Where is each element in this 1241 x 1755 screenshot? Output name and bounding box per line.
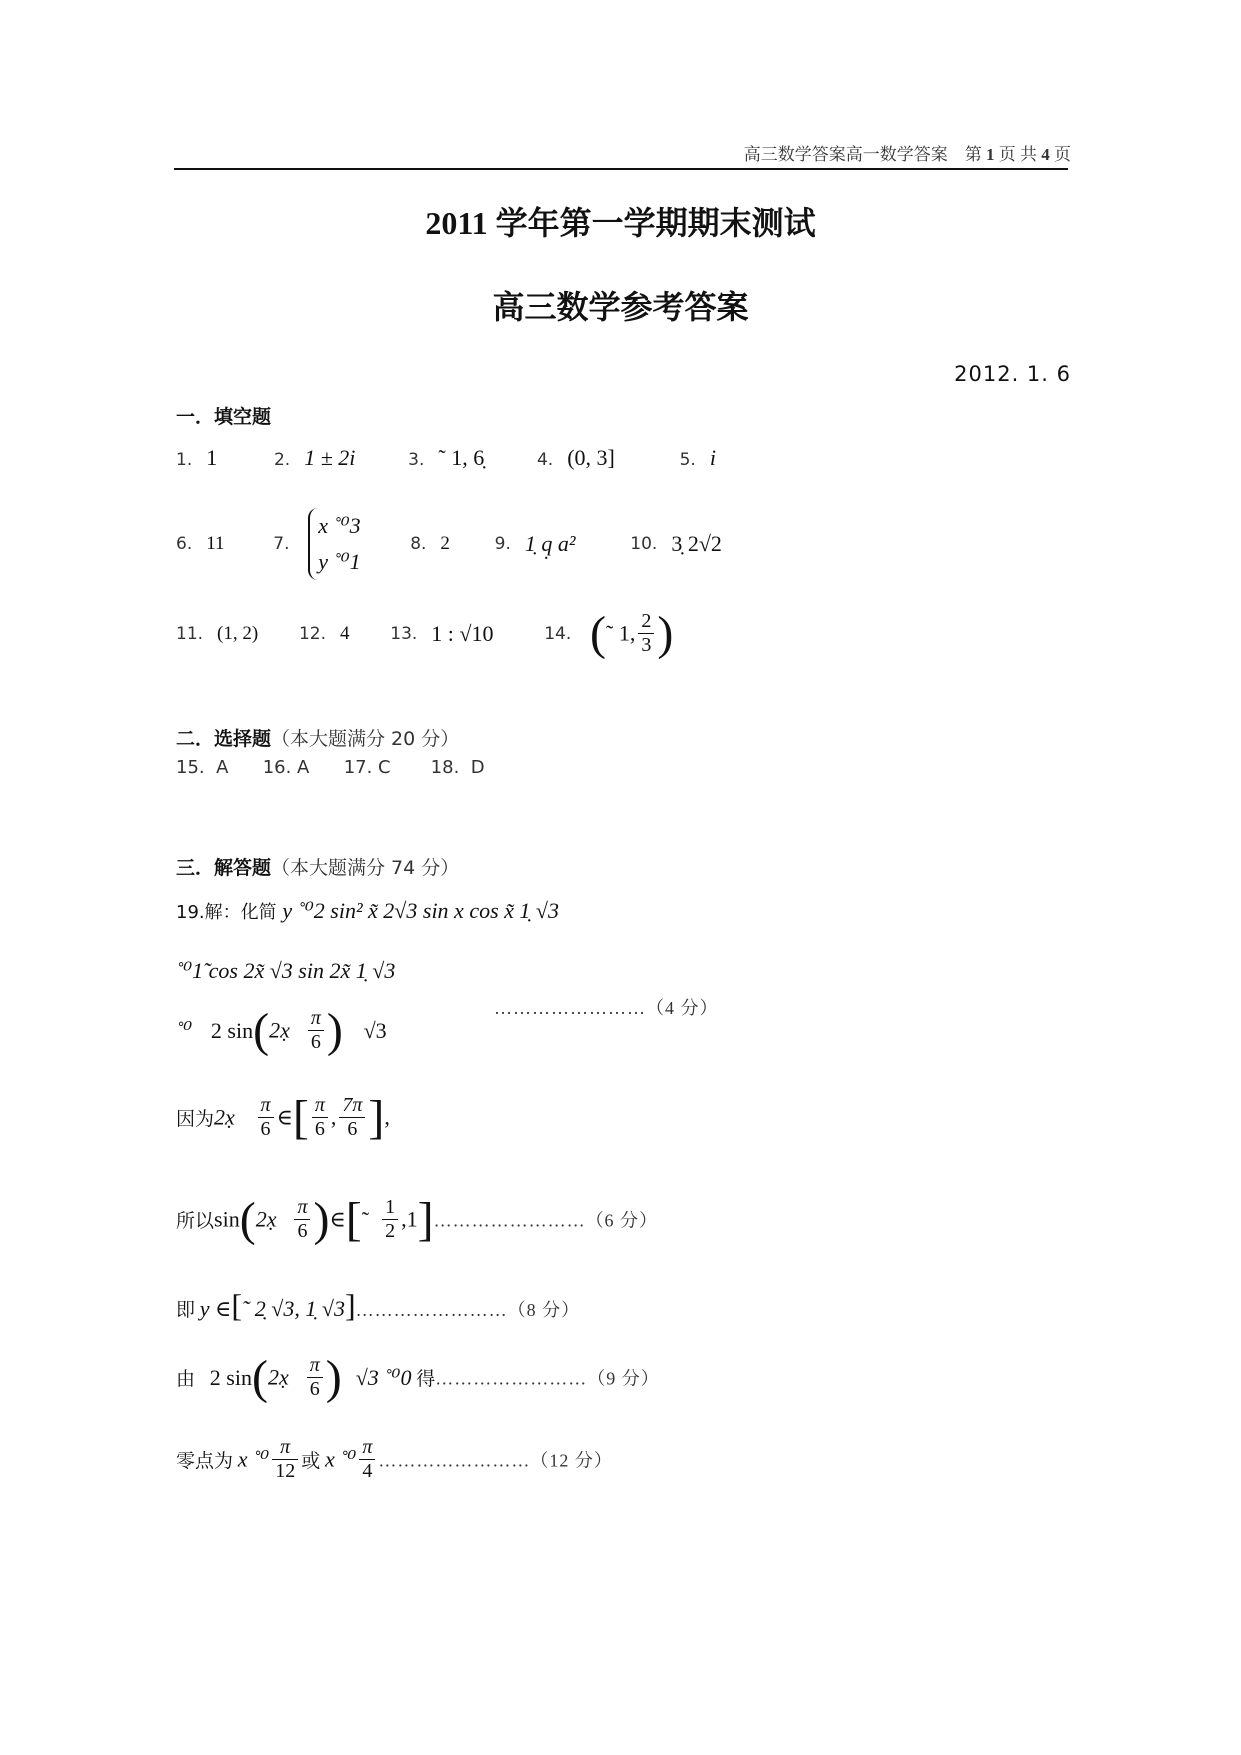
answer-title: 高三数学参考答案 xyxy=(492,289,749,325)
running-header: 高三数学答案高一数学答案 第 1 页 共 4 页 xyxy=(743,145,1071,164)
answer-3: ˜ 1, 6̣ xyxy=(438,445,485,470)
answer-10: 3̣ 2√2 xyxy=(671,531,722,556)
section-fill-in: 一．填空题 xyxy=(176,406,272,428)
date: 2012. 1. 6 xyxy=(954,362,1071,386)
answer-13: 1 : √10 xyxy=(431,620,494,646)
solution-line-2: ˚⁰1̃ cos 2x̃ √3 sin 2x̃ 1̣ √3 xyxy=(176,958,396,983)
header-rule xyxy=(174,168,1068,170)
answer-9: 1̣ q̣ a² xyxy=(524,531,576,556)
exam-title: 2011 学年第一学期期末测试 xyxy=(425,205,816,241)
section-choice: 二．选择题（本大题满分 20 分） xyxy=(176,728,460,750)
fill-row-3: 11. (1, 2) 12. 4 13. 1 : √10 14. (˜ 1, $\frac{2}{3}$ ) xyxy=(176,607,674,660)
score-8: ……………………（8 分） xyxy=(355,1300,581,1320)
solution-line-1: 19.解：化简 y ˚⁰2 sin² x̃ 2√3 sin x cos x̃ 1̣ √3 xyxy=(176,898,559,923)
choice-answers: 15. A 16. A 17. C 18. D xyxy=(176,757,485,778)
answer-4: (0, 3] xyxy=(567,445,615,470)
score-12: ……………………（12 分） xyxy=(378,1450,613,1471)
answer-11: (1, 2) xyxy=(217,622,259,644)
answer-5: i xyxy=(709,445,716,470)
answer-12: 4 xyxy=(340,622,350,644)
score-6: ……………………（6 分） xyxy=(433,1210,659,1231)
score-4: ……………………（4 分） xyxy=(494,998,719,1018)
score-9: ……………………（9 分） xyxy=(435,1368,660,1389)
solution-line-3: ˚⁰ 2 sin(2x̣ $\frac{\pi}{6}$ ) √3 xyxy=(176,1004,387,1057)
fill-row-1: 1. 1 2. 1 ± 2i 3. ˜ 1, 6̣ 4. (0, 3] 5. i xyxy=(176,445,716,470)
answer-7-system: x ˚⁰3 y ˚⁰1 xyxy=(308,508,360,580)
answer-8: 2 xyxy=(440,533,450,554)
answer-2: 1 ± 2i xyxy=(304,445,356,470)
solution-line-7: 由 2 sin(2x̣ $\frac{\pi}{6}$ ) √3 ˚⁰0 得……………………（9 分） xyxy=(176,1351,660,1404)
solution-line-6: 即 y ∈[˜ 2̣ √3, 1̣ √3]……………………（8 分） xyxy=(176,1287,581,1323)
answer-14: (˜ 1, $\frac{2}{3}$ ) xyxy=(590,607,674,660)
answer-1: 1 xyxy=(206,445,218,470)
section-solutions: 三．解答题（本大题满分 74 分） xyxy=(176,857,460,879)
solution-line-8: 零点为 x ˚⁰ $\frac{\pi}{12}$ 或 x ˚⁰ $\frac{\pi}{4}$ ……………………（12 分） xyxy=(176,1436,613,1482)
answer-6: 11 xyxy=(206,533,225,554)
fill-row-2: 6. 11 7. x ˚⁰3 y ˚⁰1 8. 2 9. 1̣ q̣ a² 10. 3̣ 2√2 xyxy=(176,508,722,580)
solution-line-4: 因为2x̣ $\frac{\pi}{6}$ ∈[ $\frac{\pi}{6}$ , $\frac{7\pi}{6}$ ], xyxy=(176,1091,390,1144)
solution-line-5: 所以sin(2x̣ $\frac{\pi}{6}$ )∈[˜ $\frac{1}{2}$ ,1]……………………（6 分） xyxy=(176,1193,659,1246)
